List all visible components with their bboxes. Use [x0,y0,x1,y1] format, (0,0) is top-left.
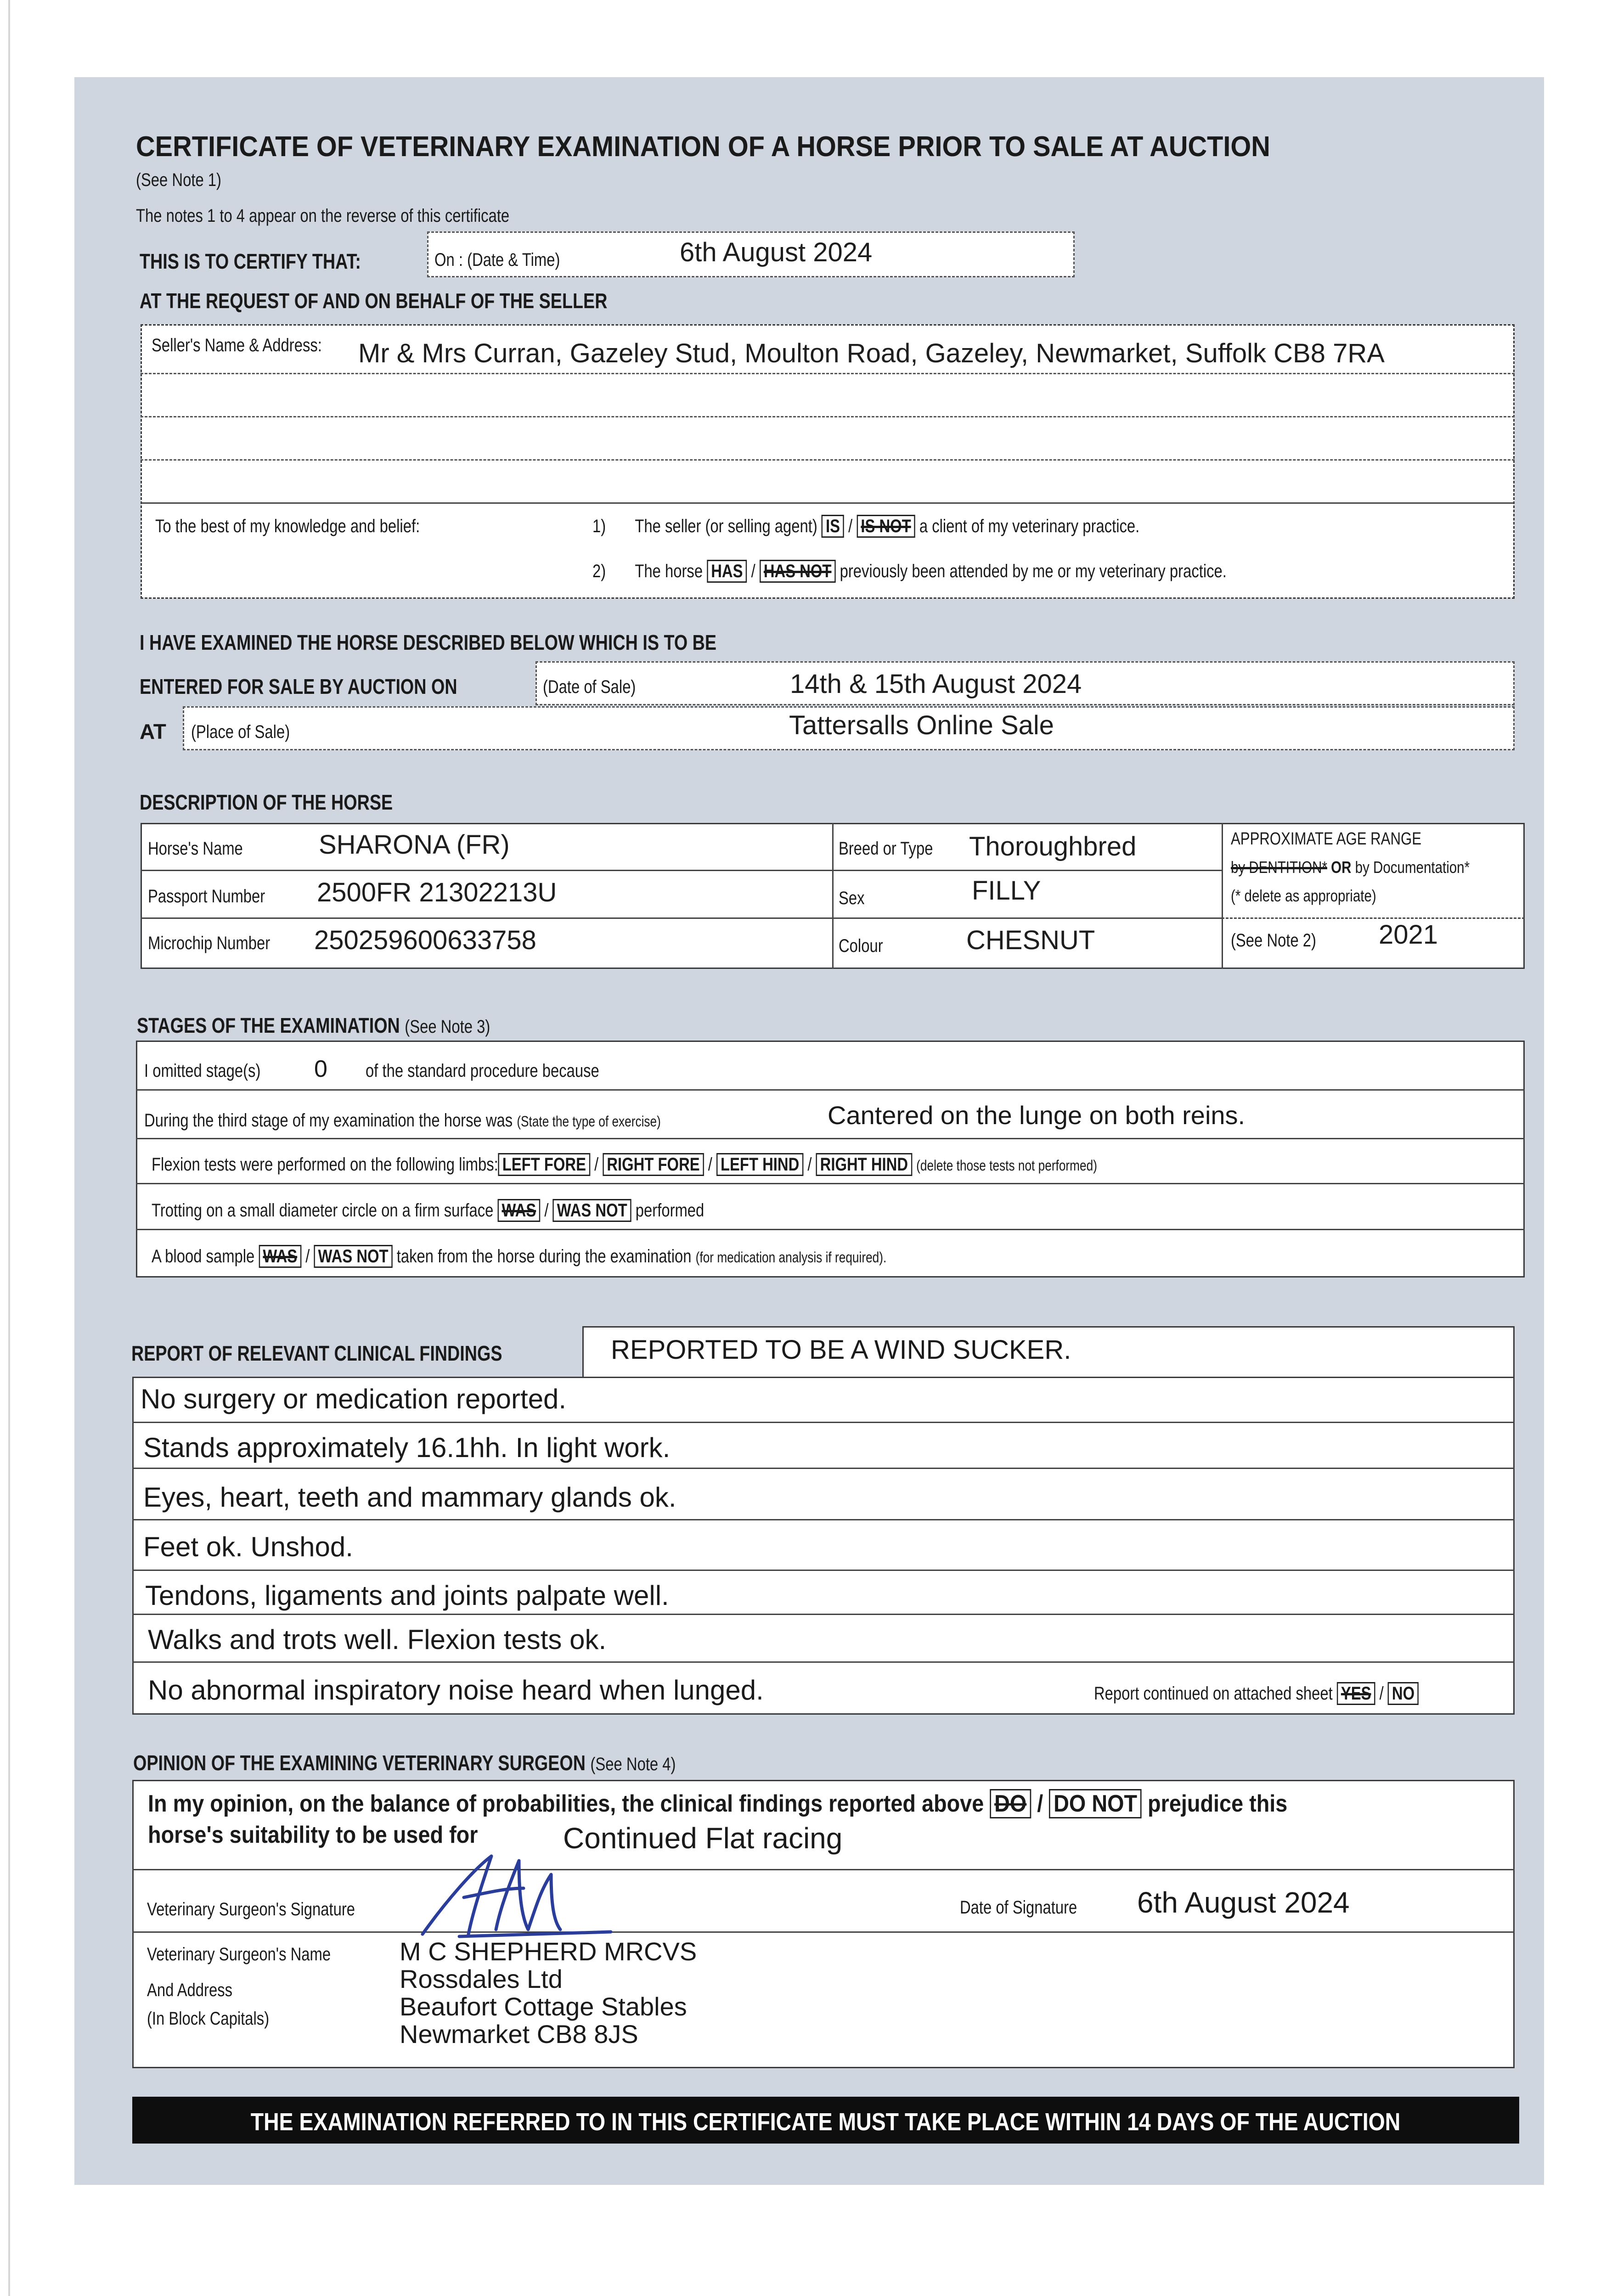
third-stage-note: (State the type of exercise) [517,1113,661,1130]
description-col-2 [1222,823,1223,969]
seller-line-1 [141,373,1515,374]
report-line-4: Eyes, heart, teeth and mammary glands ok. [143,1482,676,1513]
opinion-heading [133,1750,795,1775]
trot-label: Trotting on a small diameter circle on a firm surface [152,1200,494,1221]
stages-heading-note: (See Note 3) [405,1017,490,1037]
title-note: (See Note 1) [136,170,221,190]
age-by-documentation[interactable]: by Documentation* [1355,858,1470,877]
blood-was-option[interactable]: WAS [259,1245,301,1268]
notes-line: The notes 1 to 4 appear on the reverse of this certificate [136,206,510,226]
passport-label: Passport Number [148,886,265,906]
microchip-label: Microchip Number [148,933,270,953]
item2-post: previously been attended by me or my veterinary practice. [840,561,1227,581]
report-line-6: Tendons, ligaments and joints palpate well. [145,1580,669,1611]
report-line-2: No surgery or medication reported. [141,1384,567,1414]
sale-date-label: (Date of Sale) [543,677,636,697]
sale-label: ENTERED FOR SALE BY AUCTION ON [140,675,457,698]
horse-name-label: Horse's Name [148,838,243,859]
attended-has-option[interactable]: HAS [707,560,747,583]
knowledge-item2 [592,561,1366,582]
surgeon-name-line-1: M C SHEPHERD MRCVS [400,1937,697,1966]
surgeon-name-label: Veterinary Surgeon's Name [147,1944,331,1964]
item2-number: 2) [592,561,606,581]
age-delete-note: (* delete as appropriate) [1231,886,1376,905]
stages-heading [137,1013,568,1038]
page-edge [8,0,10,2296]
blood-note: (for medication analysis if required). [695,1249,887,1266]
breed-label: Breed or Type [839,838,933,859]
opinion-use-value: Continued Flat racing [563,1822,843,1855]
horse-name-value: SHARONA (FR) [319,830,510,860]
sale-place-label: (Place of Sale) [191,722,290,742]
opinion-heading-note: (See Note 4) [590,1754,676,1774]
third-stage-text: During the third stage of my examination the horse was [144,1110,513,1131]
description-col-1 [832,823,834,969]
omitted-value: 0 [314,1056,327,1082]
report-line-5: Feet ok. Unshod. [143,1531,353,1562]
age-method [1231,858,1522,877]
description-row-2 [141,917,1223,919]
report-row-1 [132,1422,1515,1423]
age-divider [1222,917,1525,919]
passport-value: 2500FR 21302213U [317,878,557,907]
sale-date-value: 14th & 15th August 2024 [790,669,1082,699]
description-row-1 [141,870,1223,871]
attended-separator: / [751,561,755,581]
signature-image [404,1842,625,1948]
blood-row: A blood sample WAS / WAS NOT taken from the horse during the examination (for medication analysis if required). [152,1246,1048,1267]
certificate-title: CERTIFICATE OF VETERINARY EXAMINATION OF A HORSE PRIOR TO SALE AT AUCTION [136,131,1270,163]
surgeon-block-label: (In Block Capitals) [147,2009,270,2029]
item1-number: 1) [592,516,606,536]
knowledge-label: To the best of my knowledge and belief: [155,516,420,536]
surgeon-address-label: And Address [147,1980,232,2000]
report-continued: Report continued on attached sheet YES / NO [1094,1683,1490,1704]
stages-row-2 [136,1138,1525,1139]
blood-was-not-option[interactable]: WAS NOT [314,1245,393,1268]
blood-label: A blood sample [152,1246,255,1266]
report-line-7: Walks and trots well. Flexion tests ok. [148,1624,607,1655]
certify-on-label: On : (Date & Time) [434,250,560,270]
client-is-option[interactable]: IS [822,515,844,538]
flex-right-fore[interactable]: RIGHT FORE [603,1153,704,1176]
report-line-3: Stands approximately 16.1hh. In light work. [143,1432,671,1463]
blood-post: taken from the horse during the examination [396,1246,692,1266]
age-by-dentition[interactable]: by DENTITION* [1231,858,1327,877]
seller-line-3 [141,459,1515,461]
report-row-2 [132,1468,1515,1469]
certify-label: THIS IS TO CERTIFY THAT: [140,249,361,273]
flex-left-hind[interactable]: LEFT HIND [716,1153,803,1176]
age-or: OR [1331,858,1352,877]
continued-label: Report continued on attached sheet [1094,1683,1333,1704]
surgeon-name-line-4: Newmarket CB8 8JS [400,2020,638,2048]
report-line-8: No abnormal inspiratory noise heard when lunged. [148,1675,764,1705]
request-line: AT THE REQUEST OF AND ON BEHALF OF THE SELLER [140,289,608,313]
trot-was-not-option[interactable]: WAS NOT [553,1199,631,1222]
client-is-not-option[interactable]: IS NOT [857,515,915,538]
third-stage-label [144,1110,774,1131]
third-stage-value: Cantered on the lunge on both reins. [828,1101,1245,1130]
certify-date-value: 6th August 2024 [680,237,873,267]
surgeon-name-line-2: Rossdales Ltd [400,1964,563,1993]
seller-label: Seller's Name & Address: [152,335,322,355]
client-separator: / [848,516,853,536]
continued-no-option[interactable]: NO [1388,1682,1419,1705]
examined-line: I HAVE EXAMINED THE HORSE DESCRIBED BELOW WHICH IS TO BE [140,630,717,654]
sale-at-label: AT [140,720,166,743]
report-heading: REPORT OF RELEVANT CLINICAL FINDINGS [131,1341,502,1365]
report-row-4 [132,1570,1515,1571]
sex-label: Sex [839,888,865,908]
opinion-text-post: prejudice this [1148,1790,1288,1817]
age-heading: APPROXIMATE AGE RANGE [1231,829,1421,849]
trot-row: Trotting on a small diameter circle on a firm surface WAS / WAS NOT performed [152,1200,825,1221]
stages-row-1 [136,1089,1525,1091]
trot-post: performed [635,1200,704,1221]
microchip-value: 250259600633758 [314,925,536,955]
age-see-note: (See Note 2) [1231,930,1316,951]
surgeon-name-address [400,1938,697,2048]
footer-text: THE EXAMINATION REFERRED TO IN THIS CERTIFICATE MUST TAKE PLACE WITHIN 14 DAYS OF THE AUCTION [251,2108,1401,2136]
breed-value: Thoroughbred [969,832,1137,861]
signature-date-label: Date of Signature [960,1897,1077,1918]
flexion-label: Flexion tests were performed on the following limbs: [152,1154,498,1175]
stages-heading-text: STAGES OF THE EXAMINATION [137,1013,400,1037]
flex-left-fore[interactable]: LEFT FORE [498,1153,590,1176]
knowledge-item1 [592,516,1260,537]
opinion-line-2: horse's suitability to be used for [148,1822,478,1848]
item2-text: The horse [635,561,703,581]
sex-value: FILLY [972,876,1041,906]
trot-was-option[interactable]: WAS [497,1199,540,1222]
sale-place-value: Tattersalls Online Sale [789,710,1054,740]
colour-label: Colour [839,936,883,956]
signature-date-value: 6th August 2024 [1137,1886,1350,1919]
opinion-do-not-option[interactable]: DO NOT [1049,1789,1142,1818]
opinion-do-option[interactable]: DO [990,1789,1031,1818]
opinion-row-2 [132,1931,1515,1933]
stages-row-3 [136,1183,1525,1184]
seller-line-4 [141,502,1515,504]
report-row-3 [132,1519,1515,1520]
item1-post: a client of my veterinary practice. [919,516,1140,536]
seller-value[interactable]: Mr & Mrs Curran, Gazeley Stud, Moulton Road, Gazeley, Newmarket, Suffolk CB8 7RA [358,338,1385,368]
omitted-label: I omitted stage(s) [144,1061,261,1081]
stages-row-4 [136,1229,1525,1230]
flex-right-hind[interactable]: RIGHT HIND [816,1153,912,1176]
colour-value: CHESNUT [966,925,1095,955]
opinion-row-1 [132,1869,1515,1870]
flexion-row: Flexion tests were performed on the following limbs: LEFT FORE / RIGHT FORE / LEFT HIND / RIGHT HIND (delete those tests not performed) [152,1154,1305,1175]
flexion-note: (delete those tests not performed) [916,1157,1097,1174]
opinion-heading-text: OPINION OF THE EXAMINING VETERINARY SURGEON [133,1751,586,1775]
opinion-text-pre: In my opinion, on the balance of probabilities, the clinical findings reported above [148,1790,984,1817]
omitted-post: of the standard procedure because [366,1061,599,1081]
opinion-statement: In my opinion, on the balance of probabilities, the clinical findings reported above DO / DO NOT prejudice this [148,1790,1414,1818]
age-value: 2021 [1379,920,1438,950]
description-heading: DESCRIPTION OF THE HORSE [140,790,393,814]
seller-line-2 [141,416,1515,417]
report-row-5 [132,1614,1515,1615]
item1-text: The seller (or selling agent) [635,516,817,536]
attended-has-not-option[interactable]: HAS NOT [760,560,836,583]
signature-label: Veterinary Surgeon's Signature [147,1899,355,1919]
continued-yes-option[interactable]: YES [1337,1682,1375,1705]
report-row-6 [132,1661,1515,1663]
surgeon-name-line-3: Beaufort Cottage Stables [400,1992,687,2021]
report-line-1: REPORTED TO BE A WIND SUCKER. [611,1335,1071,1365]
